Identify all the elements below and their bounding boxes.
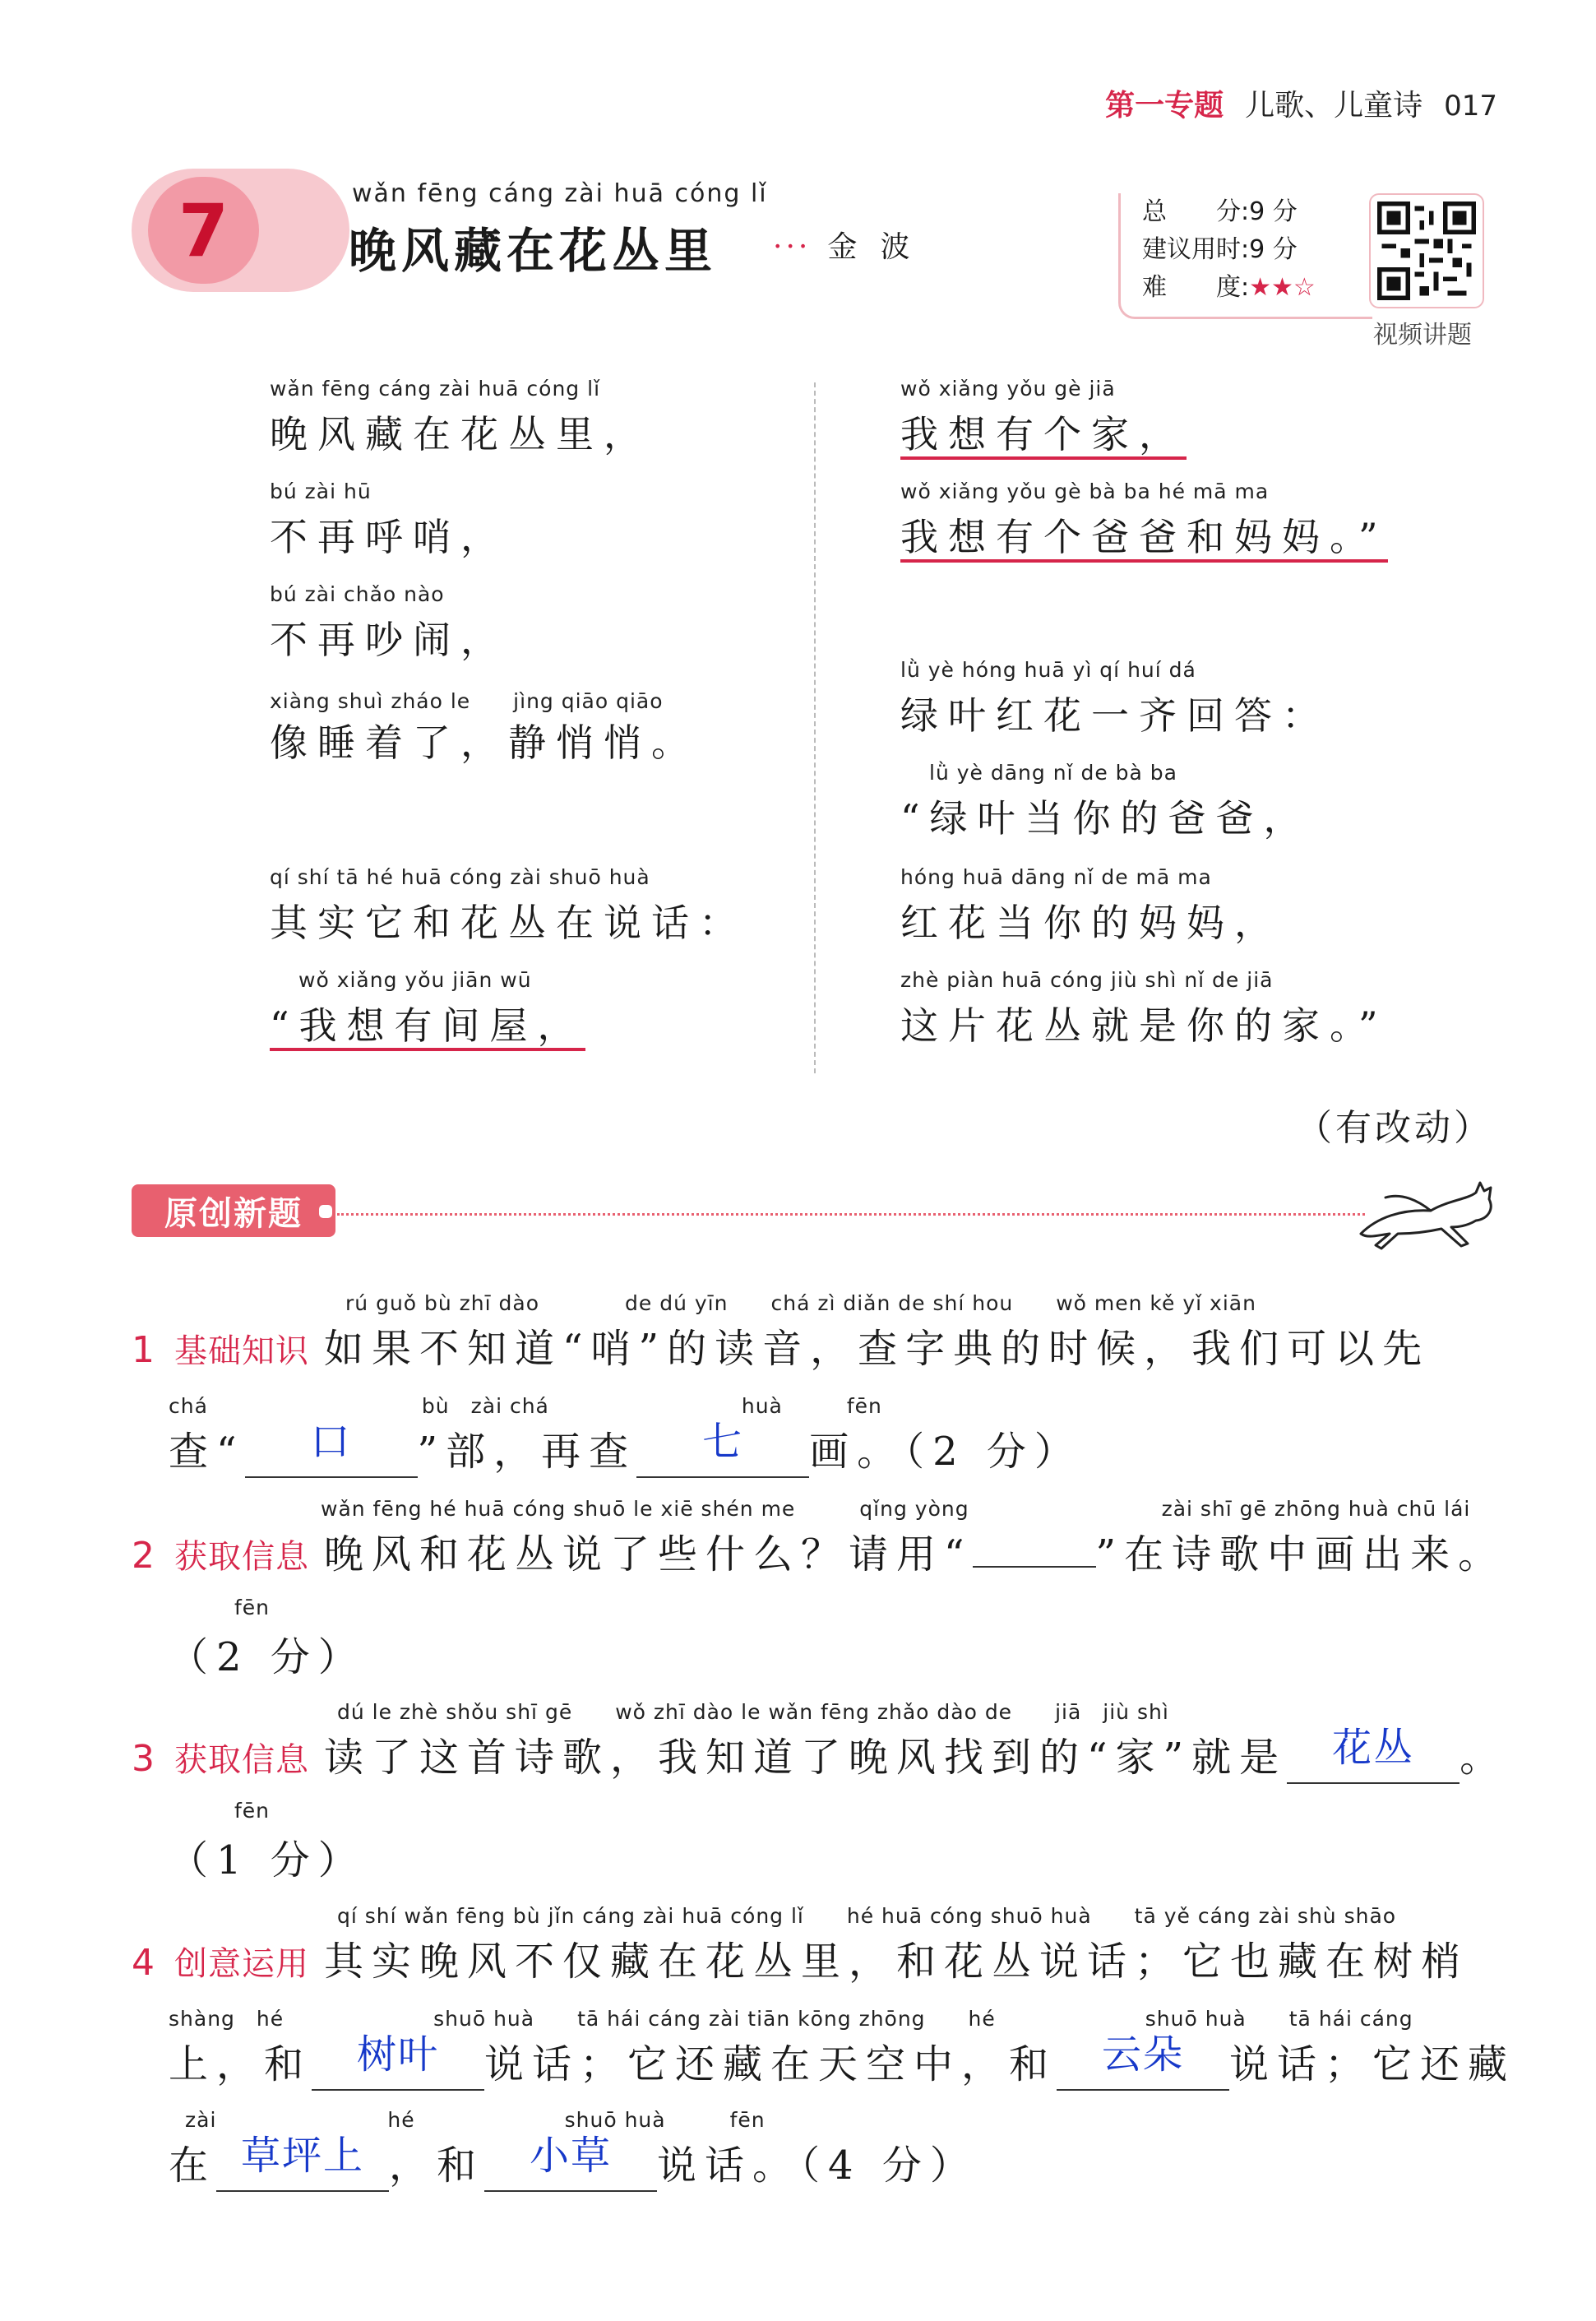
question-number: 4 bbox=[132, 1942, 163, 1984]
poem-text: “绿叶当你的爸爸， bbox=[900, 796, 1311, 841]
difficulty-stars: ★★☆ bbox=[1249, 273, 1316, 302]
pinyin: zài hé shuō huà fēn bbox=[185, 2108, 766, 2132]
question-1 bbox=[132, 1287, 1430, 1374]
pinyin: wǎn fēng cáng zài huā cóng lǐ bbox=[270, 377, 601, 401]
poem-line bbox=[270, 582, 508, 665]
question-1-line-2 bbox=[169, 1390, 1082, 1478]
answer-text: 小草 bbox=[530, 2133, 613, 2179]
answer-blank[interactable] bbox=[312, 2032, 484, 2091]
pinyin: lǜ yè hóng huā yì qí huí dá bbox=[900, 658, 1196, 682]
pinyin: shàng hé shuō huà tā hái cáng zài tiān kōng zhōng hé shuō huà tā hái cáng bbox=[169, 2007, 1413, 2031]
poem-text: 其实它和花丛在说话： bbox=[270, 901, 747, 945]
question-tag: 基础知识 bbox=[174, 1332, 309, 1370]
pinyin: wǒ xiǎng yǒu gè bà ba hé mā ma bbox=[900, 479, 1270, 503]
underlined-text: 我想有个家， bbox=[900, 412, 1187, 460]
question-text: 其实晚风不仅藏在花丛里，和花丛说话；它也藏在树梢 bbox=[324, 1939, 1469, 1985]
question-4 bbox=[132, 1900, 1469, 1986]
pinyin: bú zài hū bbox=[270, 479, 372, 503]
author-dots: ··· bbox=[773, 230, 812, 264]
answer-blank[interactable] bbox=[216, 2133, 389, 2192]
page-header bbox=[1105, 82, 1497, 124]
question-4-line-2 bbox=[169, 2003, 1515, 2091]
question-text: 说话；它还藏在天空中，和 bbox=[484, 2041, 1057, 2087]
author-name: 金波 bbox=[827, 230, 933, 264]
answer-blank[interactable] bbox=[973, 1566, 1096, 1568]
pinyin: qí shí wǎn fēng bù jǐn cáng zài huā cóng lǐ hé huā cóng shuō huà tā yě cáng zài shù shāo bbox=[337, 1904, 1397, 1928]
adaptation-note: （有改动） bbox=[1296, 1107, 1493, 1149]
question-text: ”在诗歌中画出来。 bbox=[1095, 1531, 1506, 1577]
banner-dot bbox=[317, 1202, 335, 1221]
score-info-box bbox=[1118, 193, 1372, 319]
question-text: 读了这首诗歌，我知道了晚风找到的“家”就是 bbox=[324, 1735, 1288, 1781]
pinyin: dú le zhè shǒu shī gē wǒ zhī dào le wǎn fēng zhǎo dào de jiā jiù shì bbox=[337, 1700, 1169, 1724]
suggested-time: 建议用时:9 分 bbox=[1142, 235, 1298, 264]
poem-line bbox=[270, 865, 747, 947]
question-text: 查“ bbox=[169, 1429, 245, 1475]
question-text: 说话。（4 分） bbox=[657, 2143, 978, 2189]
pinyin: wǒ xiǎng yǒu jiān wū bbox=[298, 968, 532, 992]
poem-line bbox=[900, 377, 1187, 459]
poem-text: 晚风藏在花丛里， bbox=[270, 412, 651, 456]
pinyin: bú zài chǎo nào bbox=[270, 582, 445, 606]
question-3-line-2 bbox=[169, 1799, 366, 1885]
qr-code-graphic bbox=[1377, 202, 1476, 300]
answer-blank[interactable] bbox=[245, 1420, 418, 1478]
question-2-line-2 bbox=[169, 1596, 366, 1682]
poem-line bbox=[270, 479, 508, 562]
column-divider bbox=[814, 382, 816, 1073]
pinyin: lǜ yè dāng nǐ de bà ba bbox=[929, 761, 1177, 785]
pinyin: fēn bbox=[234, 1596, 271, 1619]
question-3 bbox=[132, 1696, 1507, 1784]
poem-text: 绿叶红花一齐回答： bbox=[900, 693, 1330, 738]
answer-text: 树叶 bbox=[357, 2031, 440, 2078]
answer-blank[interactable] bbox=[1287, 1726, 1460, 1784]
poem-line bbox=[900, 968, 1388, 1050]
section-banner: 原创新题 bbox=[132, 1184, 335, 1237]
lesson-number: 7 bbox=[148, 177, 259, 284]
qr-code-icon[interactable] bbox=[1369, 193, 1484, 308]
question-number: 3 bbox=[132, 1738, 163, 1780]
question-text: （1 分） bbox=[169, 1837, 366, 1883]
pinyin: fēn bbox=[234, 1799, 271, 1823]
question-text: 晚风和花丛说了些什么？请用“ bbox=[324, 1531, 973, 1577]
pinyin: wǎn fēng hé huā cóng shuō le xiē shén me qǐng yòng zài shī gē zhōng huà chū lái bbox=[321, 1497, 1471, 1521]
poem-line bbox=[270, 968, 585, 1050]
pinyin: zhè piàn huā cóng jiù shì nǐ de jiā bbox=[900, 968, 1274, 992]
running-cat-icon bbox=[1353, 1168, 1501, 1254]
lesson-title: 晚风藏在花丛里 bbox=[349, 223, 718, 279]
total-score: 总 分:9 分 bbox=[1142, 197, 1298, 226]
banner-dotted-line bbox=[337, 1213, 1365, 1216]
poem-text: 不再呼哨， bbox=[270, 515, 508, 559]
poem-line bbox=[270, 685, 699, 767]
pinyin: hóng huā dāng nǐ de mā ma bbox=[900, 865, 1212, 889]
question-text: （2 分） bbox=[169, 1634, 366, 1680]
answer-text: 花丛 bbox=[1332, 1725, 1415, 1771]
underlined-text: 我想有个爸爸和妈妈。” bbox=[900, 515, 1388, 563]
answer-text: 云朵 bbox=[1102, 2031, 1185, 2078]
poem-text: 不再吵闹， bbox=[270, 618, 508, 662]
section-label: 第一专题 bbox=[1105, 89, 1224, 123]
question-text: 画。（2 分） bbox=[809, 1429, 1082, 1475]
poem-text bbox=[900, 507, 1388, 562]
poem-text: 像睡着了，静悄悄。 bbox=[270, 720, 699, 765]
poem-text: 红花当你的妈妈， bbox=[900, 901, 1282, 945]
question-text: ，和 bbox=[389, 2143, 485, 2189]
poem-text: 这片花丛就是你的家。” bbox=[900, 1003, 1388, 1048]
question-tag: 获取信息 bbox=[174, 1741, 309, 1779]
question-2 bbox=[132, 1493, 1506, 1579]
answer-blank[interactable] bbox=[636, 1420, 809, 1478]
pinyin: chá bù zài chá huà fēn bbox=[169, 1394, 882, 1418]
answer-blank[interactable] bbox=[484, 2133, 657, 2192]
poem-line bbox=[900, 479, 1388, 562]
question-number: 1 bbox=[132, 1329, 163, 1371]
pinyin: xiàng shuì zháo le jìng qiāo qiāo bbox=[270, 689, 664, 713]
poem-line bbox=[900, 865, 1282, 947]
poem-text bbox=[900, 405, 1187, 459]
topic-label: 儿歌、儿童诗 bbox=[1245, 89, 1423, 123]
poem-line bbox=[900, 761, 1311, 843]
question-text: 上，和 bbox=[169, 2041, 312, 2087]
question-text: 在 bbox=[169, 2143, 217, 2189]
pinyin: rú guǒ bù zhī dào de dú yīn chá zì diǎn de shí hou wǒ men kě yǐ xiān bbox=[345, 1291, 1256, 1315]
poem-text bbox=[270, 996, 585, 1050]
question-text: ”部，再查 bbox=[417, 1429, 637, 1475]
question-tag: 获取信息 bbox=[174, 1538, 309, 1576]
question-text: 。 bbox=[1460, 1735, 1508, 1781]
answer-text: 草坪上 bbox=[241, 2133, 365, 2179]
answer-blank[interactable] bbox=[1057, 2032, 1229, 2091]
qr-label: 视频讲题 bbox=[1373, 321, 1472, 350]
question-text: 说话；它还藏 bbox=[1229, 2041, 1516, 2087]
question-text: 如果不知道“哨”的读音，查字典的时候，我们可以先 bbox=[324, 1326, 1431, 1372]
answer-text: 七 bbox=[702, 1419, 744, 1465]
question-tag: 创意运用 bbox=[174, 1945, 309, 1983]
author bbox=[773, 224, 932, 266]
answer-text: 口 bbox=[310, 1419, 352, 1465]
poem-line bbox=[270, 377, 651, 459]
title-pinyin: wǎn fēng cáng zài huā cóng lǐ bbox=[352, 179, 768, 208]
poem-line bbox=[900, 658, 1330, 740]
question-number: 2 bbox=[132, 1535, 163, 1577]
pinyin: wǒ xiǎng yǒu gè jiā bbox=[900, 377, 1116, 401]
page-number: 017 bbox=[1444, 90, 1497, 123]
difficulty-label: 难 度: bbox=[1142, 273, 1250, 302]
pinyin: qí shí tā hé huā cóng zài shuō huà bbox=[270, 865, 650, 889]
underlined-text: “我想有间屋， bbox=[270, 1003, 585, 1051]
question-4-line-3 bbox=[169, 2104, 978, 2192]
difficulty bbox=[1142, 269, 1372, 307]
